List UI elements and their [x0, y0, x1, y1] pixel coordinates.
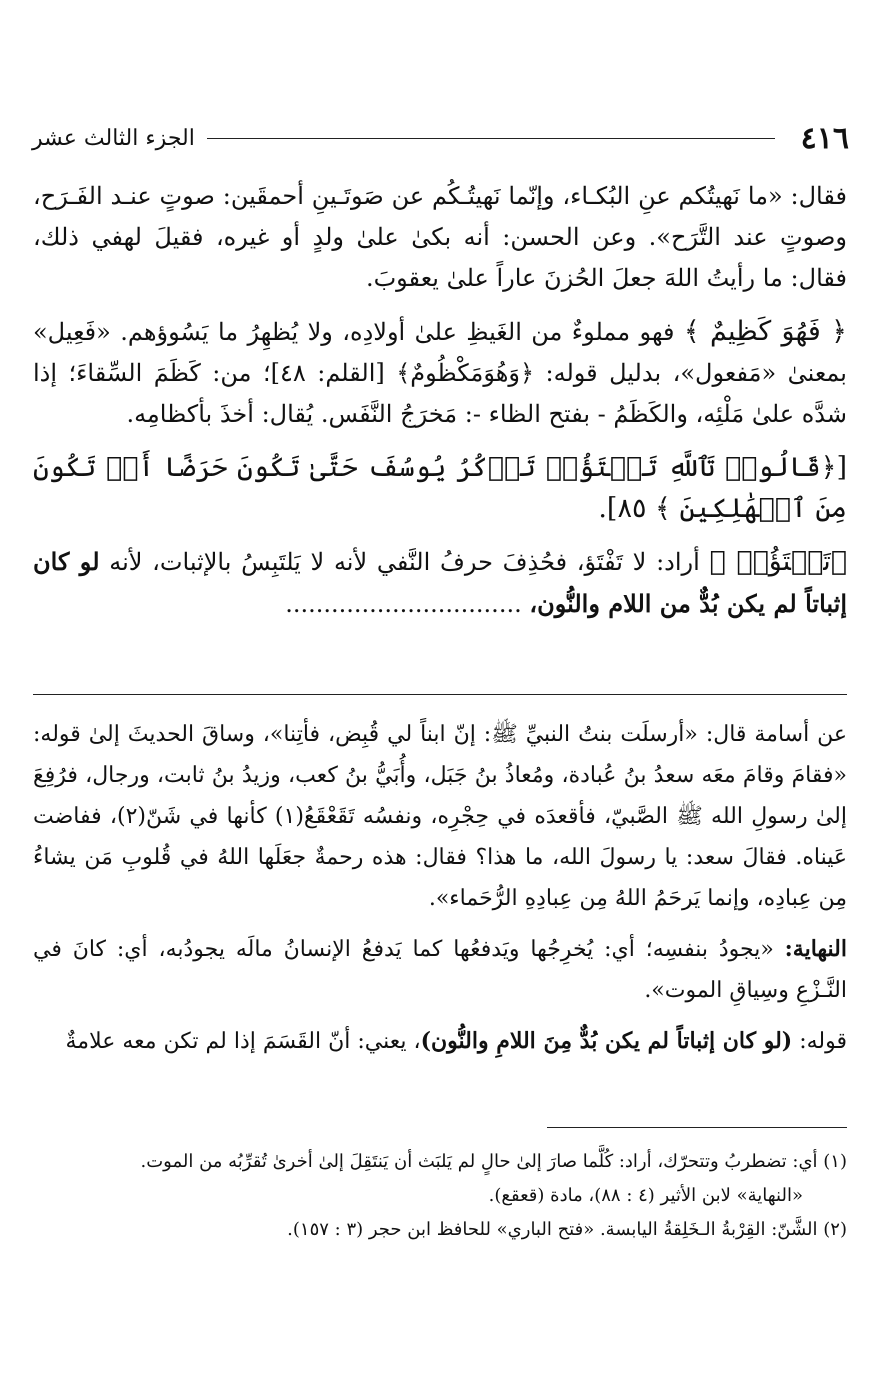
page-header [32, 118, 849, 158]
bold-phrase: (لو كان إثباتاً لم يكن بُدٌّ مِنَ اللامِ والنُّون) [420, 1028, 793, 1054]
quran-verse-block: [﴿قَالُوا۟ تَٱللَّهِ تَفۡتَؤُا۟ تَذۡكُرُ يُوسُفَ حَتَّىٰ تَكُونَ حَرَضًا أَوۡ تَكُونَ مِنَ ٱلۡهَٰلِكِينَ ﴾ ٨٥]. [33, 452, 847, 524]
footnote-rule [547, 1127, 847, 1128]
paragraph-text: فهو مملوءٌ من الغَيظِ علىٰ أولادِه، ولا يُظهِرُ ما يَسُوؤهم. «فَعِيل» بمعنىٰ «مَفعول»، بدليل قوله: ﴿وَهُوَمَكْظُومٌ﴾ [القلم: ٤٨]؛ من: كَظَمَ السِّقاءَ؛ إذا شدَّه علىٰ مَلْئِه، والكَظَمُ - بفتح الظاء -: مَخرَجُ النَّفَس. يُقال: أخذَ بأكظامِه. [33, 318, 847, 428]
source-label: النهاية: [784, 936, 847, 962]
header-rule [207, 138, 775, 139]
bold-phrase: لو كان إثباتاً لم يكن بُدٌّ من اللام والنُّون، [33, 547, 847, 618]
footnote-2: (٢) الشَّنّ: القِرْبةُ الـخَلِقةُ اليابسة. «فتح الباري» للحافظ ابن حجر (٣ : ١٥٧). [287, 1219, 847, 1240]
paragraph-lead: قوله: [792, 1029, 847, 1054]
footnote-1: (١) أي: تضطربُ وتتحرّك، أراد: كُلَّما صارَ إلىٰ حالٍ لم يَلبَث أن يَنتَقِلَ إلىٰ أخرىٰ تُقرِّبُه من الموت. [140, 1151, 847, 1172]
quran-verse: ﴿تَفۡتَؤُا۟ ﴾ [709, 546, 847, 577]
commentary-paragraph-2 [33, 929, 847, 1011]
paragraph-text: أراد: لا تَفْتَؤ، فحُذِفَ حرفُ النَّفي لأنه لا يَلتَبِسُ بالإثبات، لأنه [99, 548, 710, 576]
commentary-section [33, 714, 847, 1072]
dotted-leader: ............................... [285, 590, 530, 618]
main-text [33, 176, 847, 637]
quran-verse: ﴿ فَهُوَ كَظِيمٌ ﴾ [683, 316, 848, 347]
commentary-paragraph-1: عن أسامة قال: «أرسلَت بنتُ النبيِّ ﷺ: إنّ ابناً لي قُبِض، فأتِنا»، وساقَ الحديثَ إلىٰ قوله: «فقامَ وقامَ معَه سعدُ بنُ عُبادة، ومُعاذُ بنُ جَبَل، وأُبَيُّ بنُ كعب، وزيدُ بنُ ثابت، ورجال، فرُفِعَ إلىٰ رسولِ الله ﷺ الصَّبيّ، فأقعدَه في حِجْرِه، ونفسُه تَقَعْقَعُ(١) كأنها في شَنّ(٢)، ففاضت عَيناه. فقالَ سعد: يا رسولَ الله، ما هذا؟ فقال: هذه رحمةٌ جعَلَها اللهُ في قُلوبِ مَن يشاءُ مِن عِبادِه، وإنما يَرحَمُ اللهُ مِن عِبادِهِ الرُّحَماء». [33, 722, 847, 911]
paragraph-text: ، يعني: أنّ القَسَمَ إذا لم تكن معه علامةٌ [65, 1029, 421, 1054]
footnote-1-source: «النهاية» لابن الأثير (٤ : ٨٨)، مادة (قعقع). [488, 1185, 803, 1206]
main-paragraph-2 [33, 311, 847, 435]
main-paragraph-1: فقال: «ما نَهيتُكم عنِ البُكـاء، وإنّما نَهيتُـكُم عن صَوتَـينِ أحمقَين: صوتٍ عنـد الفَـرَح، وصوتٍ عند التَّرَح». وعن الحسن: أنه بكىٰ علىٰ ولدٍ أو غيره، فقيلَ لهفي ذلك، فقال: ما رأيتُ اللهَ جعلَ الحُزنَ عاراً علىٰ يعقوبَ. [33, 182, 847, 292]
paragraph-text: «يجودُ بنفسِه؛ أي: يُخرِجُها ويَدفعُها كما يَدفعُ الإنسانُ مالَه يجودُبه، أي: كانَ في النَّـزْعِ وسِياقِ الموت». [33, 937, 847, 1003]
page-number: ٤١٦ [800, 120, 849, 156]
main-paragraph-4 [33, 541, 847, 625]
running-title: الجزء الثالث عشر [32, 125, 195, 151]
main-divider [33, 694, 847, 695]
commentary-paragraph-3 [33, 1021, 847, 1062]
footnotes [33, 1145, 847, 1247]
